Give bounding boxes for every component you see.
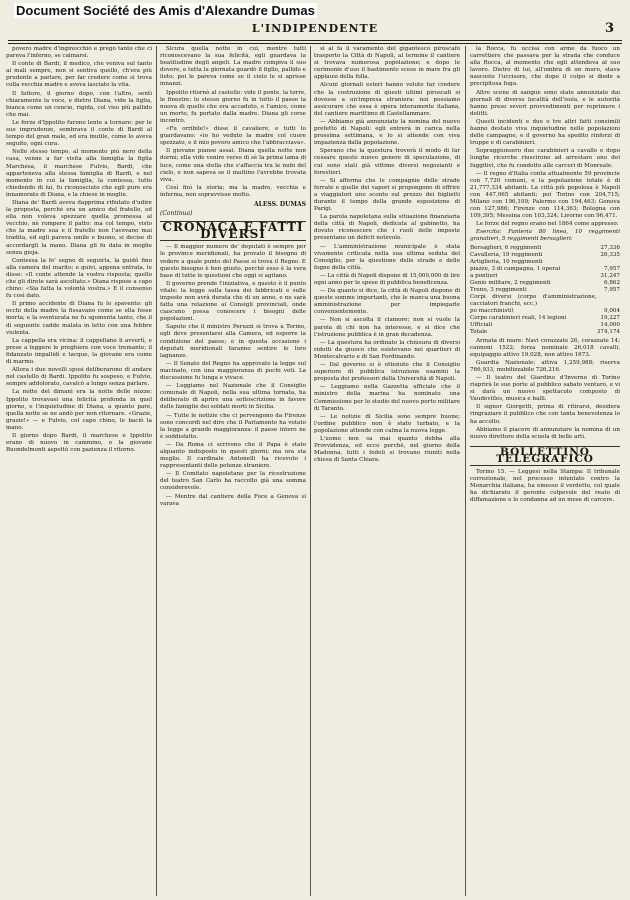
column-3 <box>314 46 460 896</box>
paragraph: — Abbiamo già annunziato la nomina del nuovo prefetto di Napoli: egli entrerà in carica nella prossima settimana, e lo si attende con viva impazienza dalla popolazione. <box>314 118 460 147</box>
masthead <box>0 22 630 40</box>
paragraph: — Il regno d'Italia conta attualmente 59 provincie con 7,720 comuni, e la popolazione totale è di 21,777,334 abitanti. La città più popolosa è Napoli con 447,065 abitanti; poi Torino con 204,715; Milano con 196,109; Palermo con 194,463; Genova con 127,986; Firenze con 114,363; Bologna con 109,395; Messina con 103,324; Livorno con 96,471. <box>470 170 620 220</box>
army-row <box>470 259 620 266</box>
paragraph: si al fa il varamento del gigantesco piroscafo trasporto la Città di Napoli, al termine il cantiere si trovava numerosa popolazione; e dopo le cerimonie d'uso il bastimento scese in mare fra gli applausi della folla. <box>314 46 460 81</box>
paragraph: Il giovane pianse assai. Diana quella notte non dormì; ella vide venire verso di sè la prima lama di luce, come una stella che s'affaccia tra le nubi del cielo, e non sapeva se il mattino l'avrebbe trovata viva. <box>160 148 306 183</box>
paragraph: Contessa la fe' segno di seguirla, la guidò fino alla camera del marito; e quivi, appena entrata, le disse: «Il conte attende la vostra risposta; quello che gli direte sarà ascoltato.» Diana rispose a capo chino: «Sia fatta la volontà vostra.» E il consenso fu così dato. <box>6 257 152 300</box>
paragraph: Ippolito ritornò al castello: vide il ponte, la torre, le finestre; lo stesso giorno fu in tutto il paese la nuova di quello che era accaduto, e l'amico, come un morto, fu portato dalla madre. Diana gli corse incontro. <box>160 89 306 124</box>
army-label: Cavalleria, 19 reggimenti <box>470 251 543 258</box>
navy-paragraph: Armata di mare: Navi corazzate 26, corazzate 14; cannoni 1522; forza nominale 26,018 cavalli, equipaggio attivo 19,028, non attivo 1673. <box>470 337 620 358</box>
paragraph: — Mentre dal cantiere della Foce a Genova si varava <box>160 493 306 507</box>
paragraph: Il fattore, il giorno dopo, con l'altro, sentì chiaramente la voce, e dietro Diana, vide la figlia, bianca come un cencio, rigida, col viso più pallido che mai. <box>6 90 152 118</box>
continued-note: (Continua) <box>160 210 193 218</box>
paragraph: La notte del dimani era la notte delle nozze: Ippolito trovavasi una felicità profonda in quel giorno, e l'inquietudine di Diana, a quanto pare, quella notte se ne andò per non ritornare. «Grazie, grazie!» — e Fulvio, col capo chino, le baciò la mano. <box>6 389 152 431</box>
paragraph: Questi incidenti e due o tre altri fatti consimili hanno destato viva inquietudine nelle popolazioni delle campagne, e il governo ha spedito rinforzi di truppe e di carabinieri. <box>470 118 620 147</box>
paragraph: — Tutte le notizie che ci pervengono da Firenze sono concordi nel dire che il Parlamento ha votato la legge a grande maggioranza: il paese intero ne è soddisfatto. <box>160 412 306 440</box>
army-value: 9,004 <box>603 307 620 314</box>
paragraph: Allora i due novelli sposi deliberarono di andare nel castello di Bardi. Ippolito fu sospeso, e Fulvio, sempre addolorato, cavalcò a lungo senza parlare. <box>6 367 152 388</box>
bollettino-title: BOLLETTINO TELEGRAFICO <box>470 446 620 466</box>
paragraph: — Le notizie di Sicilia sono sempre buone; l'ordine pubblico non è stato turbato, e la popolazione attende con calma la nuova legge. <box>314 413 460 434</box>
army-row <box>470 329 620 336</box>
army-row <box>470 273 620 280</box>
paragraph: Le forze del regno erano nel 1864 come appresso: <box>476 221 619 228</box>
paragraph: — L'amministrazione municipale è stata vivamente criticata nella sua ultima seduta del Consiglio, per la questione delle strade e delle fogne della città. <box>314 243 460 271</box>
paragraph: Sperano che la questura troverà il modo di far cessare questo nuovo genere di speculazione, di cui sono stati già vittime diversi negozianti e forestieri. <box>314 148 460 176</box>
paragraph: — Il teatro del Giardino d'Inverno di Torino riaprirà le sue porte al pubblico sabato venturo, e vi si darà un nuovo spettacolo composto di Vaudevilles, musica e balli. <box>470 375 620 403</box>
army-label: Totale <box>470 328 488 335</box>
army-label: Bersaglieri, 6 reggimenti <box>470 244 542 251</box>
army-label: Corpo carabinieri reali, 14 legioni <box>470 314 567 321</box>
army-row <box>470 252 620 259</box>
army-value: 7,957 <box>603 286 620 293</box>
paragraph: — Il Comitato napoletano per la ricostruzione del teatro San Carlo ha raccolto già una somma considerevole. <box>160 471 306 492</box>
paragraph: Il governo prende l'iniziativa, e questo è il punto vitale: la legge sulla tassa dei fabbricati e sulle imposte non avrà durata che di un anno, e ne sarà fatta una relazione ai Consigli provinciali, onde ciascuno possa conoscere i bisogni delle popolazioni. <box>160 280 306 323</box>
army-label: Genio militare, 2 reggimenti <box>470 279 551 286</box>
army-heading: Esercito: Fanteria 80 linea, 10 reggimenti granatieri, 5 reggimenti bersaglieri: <box>470 229 620 243</box>
paragraph: — Dal governo si è ottenuto che il Consiglio superiore di pubblica istruzione esamini la proposta dei professori della Università di Napoli. <box>314 362 460 383</box>
army-label: Treno, 3 reggimenti <box>470 286 527 293</box>
paragraph: — Da quanto si dice, la città di Napoli dispone di queste somme importanti, che le manca una buona amministrazione per impiegarle convenientemente. <box>314 288 460 316</box>
paragraph: — La questura ha ordinato la chiusura di diversi ridotti da giuoco che esistevano nei quartieri di Montecalvario e di San Ferdinando. <box>314 339 460 360</box>
paragraph: Alcuni giornali esteri hanno voluto far credere che la costruzione di questi ultimi piroscafi si dovesse a un'impresa straniera: noi possiamo assicurare che essa è opera interamente italiana, del cantiere marittimo di Castellammare. <box>314 82 460 117</box>
army-row <box>470 322 620 329</box>
paragraph: — Il Senato del Regno ha approvato la legge sul macinato, con una maggioranza di pochi voti. La discussione fu lunga e vivace. <box>160 360 306 382</box>
army-value: 31,247 <box>600 272 620 279</box>
army-label: Corpi diversi (corpo d'amministrazione, cacciatori franchi, ecc.) <box>470 293 597 307</box>
army-value: 14,000 <box>600 321 620 328</box>
army-row <box>470 315 620 322</box>
paragraph: Le forze d'Ippolito furono lente a tornare: per le sue imprudenze, sembrava il conte di Bardi al tempo del gran male, ed era inutile, come lo aveva seguito, ogni cura. <box>6 119 152 148</box>
paragraph: — Il maggior numero de' deputati è sempre per le province meridionali, ha provato il bisogno di vedere a quale punto del Paese si trova il Regno. E questo bisogno è ben giusto, perchè esso è la vera base di tutte le questioni che oggi si agitano. <box>160 244 306 279</box>
army-value: 374,174 <box>596 328 620 335</box>
army-row <box>470 280 620 287</box>
paragraph: Così finì la storia; ma la madre, vecchia e inferma, non sopravvisse molto. <box>160 184 306 198</box>
paragraph: Nello stesso tempo, al momento più nero della casa, venne a far visita alla famiglia la figlia Marchesa, il marchese Fulvio, Bardi, che apparteneva alla stessa famiglia di Bardi, e nel momento in cui la famiglia, la contessa, tutto chiedendo di lui, fu riconosciuto che egli pure era innamorato di Diana, e la chiese in moglie. <box>6 149 152 198</box>
paragraph: Saputo che il ministro Peruzzi si trova a Torino, egli deve presentarsi alla Camera, ed esporre la condizione del paese; e in questa occasione i deputati meridionali faranno sentire le loro lagnanze. <box>160 324 306 359</box>
paragraph: — Da Roma ci scrivono che il Papa è stato alquanto indisposto in questi giorni; ma ora sta meglio. Il cardinale Antonelli ha ricevuto i rappresentanti delle potenze straniere. <box>160 441 306 470</box>
author-signature: ALESS. DUMAS <box>253 200 306 208</box>
army-value: 27,336 <box>600 244 620 251</box>
bollettino-text: Torino 15. — Leggesi nella Stampa: Il tribunale correzionale, nel processo intentato contro la Monarchia italiana, ha emesso il verdetto, col quale ha dichiarato il gerente colpevole del reato di diffamazione e lo condanna ad un mese di carcere. <box>470 469 620 504</box>
paragraph: La parola napoletana sulla situazione finanziaria della città di Napoli, dedicata al gabinetto, ha dovuto riconoscere che i ruoli delle imposte presentano un deficit notevole. <box>314 214 460 242</box>
paragraph: Diana de' Bardi aveva dapprima rifiutato d'udire la proposta, perchè era un amico del fratello, ed ella non voleva spezzare quella promessa al vecchio, nè rompere il patto: ma col tempo, visto che la madre sua e il fratello non l'avevano mai tradita, ed egli pareva umile e buono, si decise di accordargli la mano. Diana gli fu data in moglie senza gioja. <box>6 199 152 256</box>
army-label: piazze, 3 di campagna, 1 operai <box>470 265 561 272</box>
column-divider <box>310 46 311 896</box>
paragraph: L'uomo non sa mai quanto debba alla Provvidenza, ed ecco perchè, nel giorno della Madonna, tutti i fedeli si trovano riuniti nella chiesa di Santa Chiara. <box>314 435 460 464</box>
paragraph: — Si afferma che le compagnie delle strade ferrate e quelle dei vapori si propongono di offrire a viaggiatori uno sconto sul prezzo dei biglietti durante il tempo della grande esposizione di Parigi. <box>314 177 460 213</box>
army-value: 26,335 <box>600 251 620 258</box>
watermark: Document Société des Amis d'Alexandre Dumas <box>16 3 315 18</box>
paragraph: Altre scene di sangue sono state annunziate dai giornali di diverse località dell'isola, e le autorità hanno preso severi provvedimenti per reprimere i delitti. <box>470 89 620 117</box>
newspaper-title: L'INDIPENDENTE <box>251 22 379 35</box>
paragraph: Sopraggiunsero due carabinieri a cavallo e dopo lunghe ricerche riuscirono ad arrestare uno dei fuggitivi, che fu condotto alle carceri di Monreale. <box>470 148 620 169</box>
column-2 <box>160 46 306 896</box>
paragraph: — Leggiamo nella Gazzetta ufficiale che il ministro della marina ha nominato una Commissione per lo studio del nuovo porto militare di Taranto. <box>314 384 460 412</box>
column-1 <box>6 46 152 896</box>
army-value: 19,227 <box>600 314 620 321</box>
paragraph: Il giorno dopo Bardi, il marchese e Ippolito erano di nuovo in cammino, e la giovane Buondelmonti aspettò con pazienza il ritorno. <box>6 432 152 454</box>
paragraph: Abbiamo il piacere di annunziare la nomina di un nuovo direttore della scuola di belle arti. <box>470 426 620 440</box>
army-value: 7,957 <box>603 265 620 272</box>
army-label: Ufficiali <box>470 321 493 328</box>
header-rule <box>8 40 622 44</box>
paragraph: Il primo accidente di Diana fu lo spavento: gli occhi della madre la fissavano come se ella fosse morta; e la sventurata ne fu sgomenta tanto, che il dì seguente cadde malata in letto con una febbre violenta. <box>6 301 152 336</box>
page-number: 3 <box>604 21 614 36</box>
army-label: a pontieri <box>470 272 498 279</box>
army-row <box>470 308 620 315</box>
army-value <box>597 294 620 308</box>
army-row <box>470 266 620 273</box>
army-label: po macchinisti) <box>470 307 514 314</box>
paragraph: — La città di Napoli dispone di 15,000,000 di lire ogni anno per le spese di pubblica beneficenza. <box>314 272 460 286</box>
section-title: CRONACA E FATTI DIVERSI <box>160 221 306 241</box>
army-row <box>470 245 620 252</box>
column-4 <box>470 46 620 896</box>
paragraph: la Rocca, fu uccisa con arme da fuoco un carrettiere che passava per la strada che conduce alla Rocca, al momento che egli attendeva al suo lavoro. Dietro di lui, all'ombra di un muro, stava nascosto l'uccisore, che dopo il colpo si diede a precipitosa fuga. <box>470 46 620 88</box>
paragraph: Il signor Giorgetti, prima di ritirarsi, desidera ringraziare il pubblico che con tanta benevolenza lo ha accolto. <box>470 404 620 425</box>
column-divider <box>465 46 466 896</box>
army-value: 6,862 <box>603 279 620 286</box>
paragraph: Sicura quella notte in cui, mentre tutti riconoscevano la sua felicità, egli guardava la beatitudine degli angeli. La madre compiva il suo dovere, e tutta la giornata guardò il figlio, pallido e lieto; poi le pareva come se il cielo le si aprisse innanzi. <box>160 46 306 88</box>
army-value <box>597 259 620 266</box>
army-row <box>470 294 620 308</box>
army-label: Artiglieria, 10 reggimenti <box>470 258 543 265</box>
paragraph: povero madre d'inginocchiò e pregò tanto che ci pareva l'inferno, se calmarsi. <box>6 46 152 60</box>
guard-paragraph: Guardia Nazionale: attiva 1,259,988; riserva 766,933, mobilizzabile 726,216. <box>470 359 620 373</box>
army-table <box>470 245 620 336</box>
paragraph: — Leggiamo nel Nazionale che il Consiglio comunale di Napoli, nella sua ultima tornata, ha deliberato di aprire una sottoscrizione in favore delle famiglie dei soldati morti in Sicilia. <box>160 383 306 411</box>
paragraph: «Fu orribile!» disse il cavaliere, e tutti lo guardavano: «io ho veduto la madre col cuore spezzato, e il mio povero amico che l'abbracciava». <box>160 126 306 147</box>
army-row <box>470 287 620 294</box>
paragraph: — Non si ascolta il clamore; non si vuole la parola di chi non ha interesse, e si dice che l'istruzione pubblica è in gran decadenza. <box>314 317 460 338</box>
paragraph: La cappella era vicina: il cappellano li avvertì, e prese a leggere le preghiere con voce tremante; il fidanzato impallidì e tacque, la giovane era come di marmo. <box>6 337 152 366</box>
column-divider <box>156 46 157 896</box>
paragraph: Il conte di Bardi, il medico, che veniva sul tanto ai mali sempre, non si sentiva quello, ch'era più prudente a parlare, per far credere come si trova colla vecchia madre e aveva lasciato la vita. <box>6 61 152 89</box>
